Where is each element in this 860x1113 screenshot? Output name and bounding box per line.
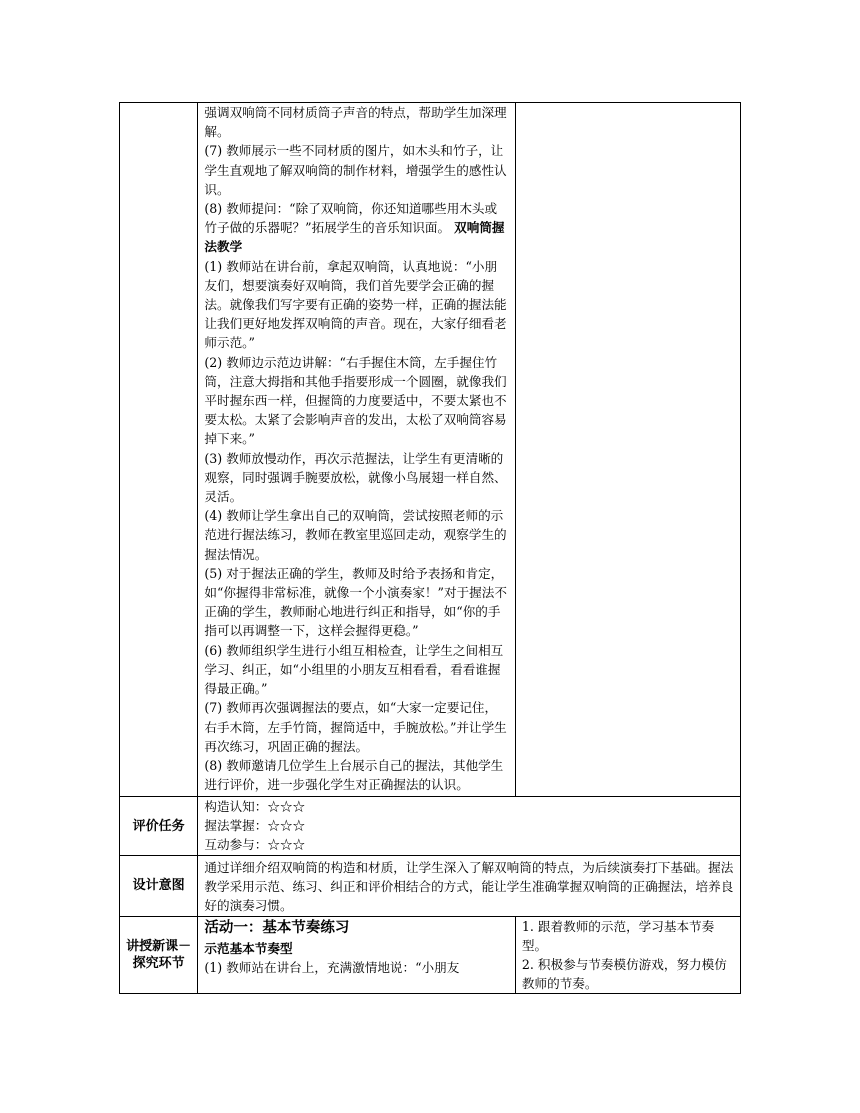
subheading: 示范基本节奏型 [204,940,293,956]
activity-title: 活动一：基本节奏练习 [204,919,350,936]
design-intent-row [120,856,741,917]
paragraph: (8) 教师邀请几位学生上台展示自己的握法，其他学生进行评价，进一步强化学生对正确握法的认识。 [204,757,504,793]
design-intent-cell [198,856,741,917]
row-label: 设计意图 [120,856,198,917]
evaluation-line: 互动参与：☆☆☆ [204,837,306,853]
evaluation-cell [198,797,741,856]
teacher-activity-cell [198,103,516,797]
paragraph: 强调双响筒不同材质筒子声音的特点，帮助学生加深理解。 [204,105,507,140]
new-lesson-row [120,916,741,994]
student-activity-cell [515,916,740,994]
teaching-process-row [120,103,741,797]
row-label: 讲授新课－探究环节 [120,916,198,994]
paragraph: (7) 教师展示一些不同材质的图片，如木头和竹子，让学生直观地了解双响筒的制作材料，增强学生的感性认识。 [204,143,507,197]
row-label-empty [120,103,198,797]
paragraph: (3) 教师放慢动作，再次示范握法，让学生有更清晰的观察，同时强调手腕要放松，就像小鸟展翅一样自然、灵活。 [204,450,507,505]
paragraph: (1) 教师站在讲台上，充满激情地说：“小朋友 [204,959,460,975]
student-activity-cell [515,103,740,797]
teacher-activity-cell [198,916,516,994]
paragraph: (4) 教师让学生拿出自己的双响筒，尝试按照老师的示范进行握法练习，教师在教室里巡回走动，观察学生的握法情况。 [204,508,507,562]
section-heading: 双响筒握法教学 [204,220,505,255]
paragraph: (7) 教师再次强调握法的要点，如“大家一定要记住，右手木筒，左手竹筒，握筒适中，手腕放松。”并让学生再次练习，巩固正确的握法。 [204,700,507,754]
evaluation-line: 握法掌握：☆☆☆ [204,818,306,834]
row-label: 评价任务 [120,797,198,856]
paragraph: (5) 对于握法正确的学生，教师及时给予表扬和肯定，如“你握得非常标准，就像一个小演奏家！”对于握法不正确的学生，教师耐心地进行纠正和指导，如“你的手指可以再调整一下，这样会握得更稳。” [204,565,507,639]
student-step: 1. 跟着教师的示范，学习基本节奏型。 [521,918,715,953]
lesson-plan-table [119,102,741,994]
evaluation-line: 构造认知：☆☆☆ [204,799,306,814]
design-intent-text: 通过详细介绍双响筒的构造和材质，让学生深入了解双响筒的特点，为后续演奏打下基础。握法教学采用示范、练习、纠正和评价相结合的方式，能让学生准确掌握双响筒的正确握法，培养良好的演奏习惯。 [204,860,734,914]
paragraph: (6) 教师组织学生进行小组互相检查，让学生之间相互学习、纠正，如“小组里的小朋友互相看看，看看谁握得最正确。” [204,642,504,697]
paragraph: (1) 教师站在讲台前，拿起双响筒，认真地说：“小朋友们，想要演奏好双响筒，我们首先要学会正确的握法。就像我们写字要有正确的姿势一样，正确的握法能让我们更好地发挥双响筒的声音。现在，大家仔细看老师示范。” [204,258,507,351]
paragraph: (8) 教师提问：“除了双响筒，你还知道哪些用木头或竹子做的乐器呢？”拓展学生的音乐知识面。 双响筒握法教学 [204,201,505,255]
evaluation-row [120,797,741,856]
paragraph: (2) 教师边示范边讲解：“右手握住木筒，左手握住竹筒，注意大拇指和其他手指要形成一个圆圈，就像我们平时握东西一样，但握筒的力度要适中，不要太紧也不要太松。太紧了会影响声音的发出，太松了双响筒容易掉下来。” [204,354,507,447]
student-step: 2. 积极参与节奏模仿游戏，努力模仿教师的节奏。 [521,957,727,992]
